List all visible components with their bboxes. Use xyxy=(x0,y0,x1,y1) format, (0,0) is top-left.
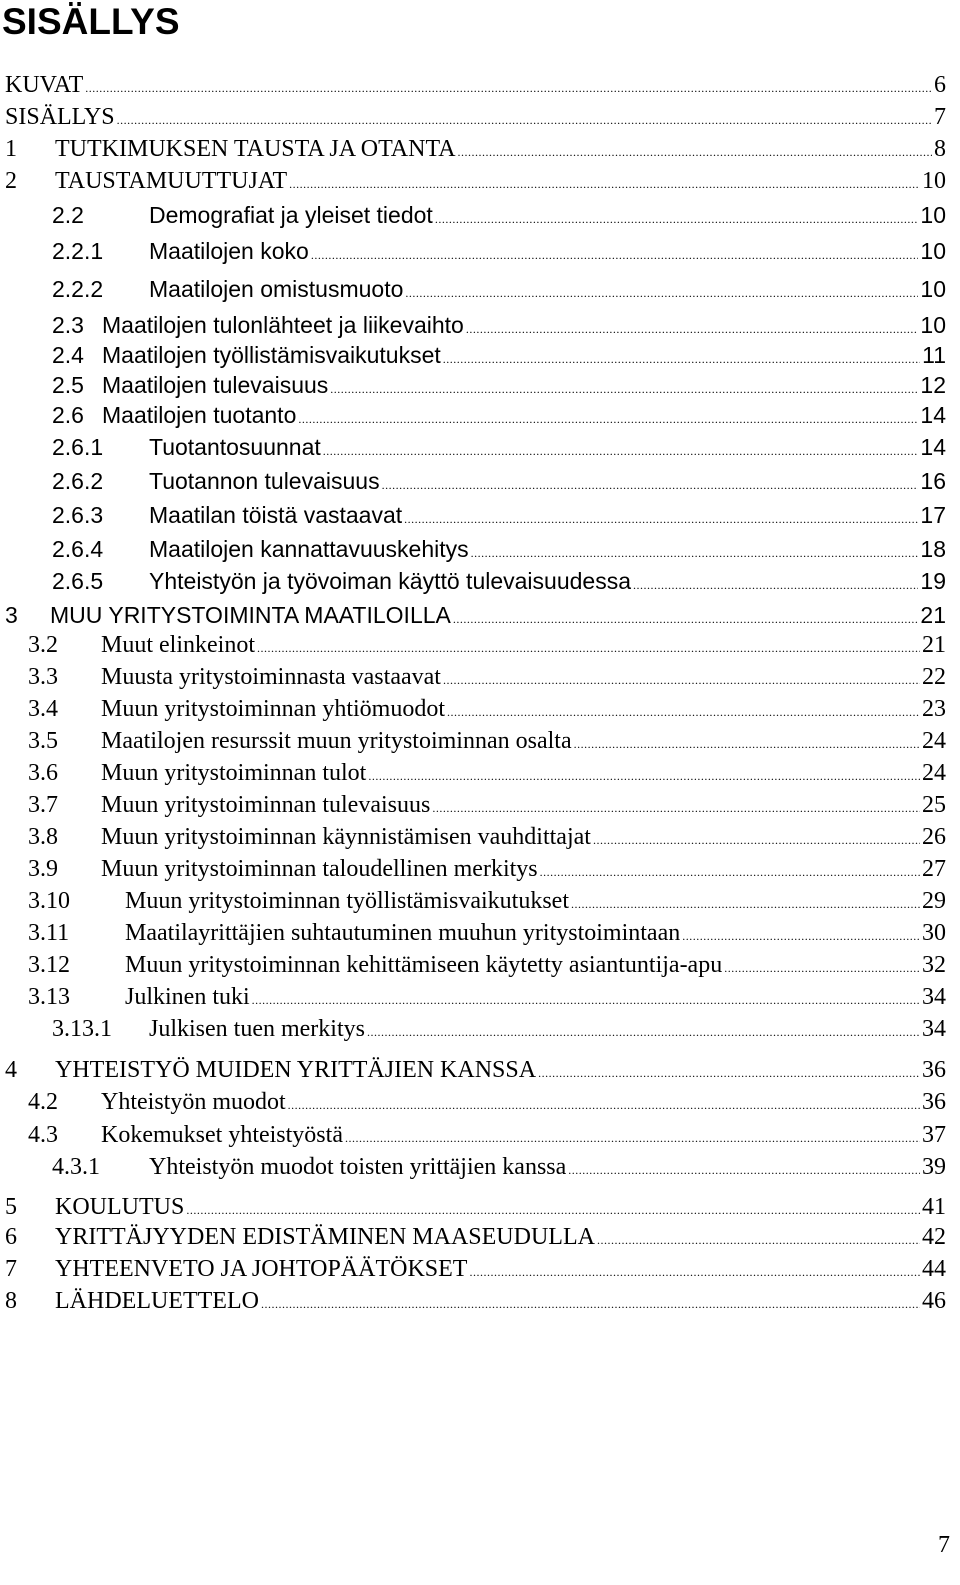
toc-entry-page: 29 xyxy=(922,888,946,914)
dot-leader xyxy=(597,1225,920,1255)
toc-entry-page: 11 xyxy=(922,342,946,368)
toc-entry[interactable] xyxy=(28,726,946,756)
toc-entry-page: 24 xyxy=(922,728,946,754)
dot-leader xyxy=(117,105,932,135)
toc-entry[interactable] xyxy=(52,1152,946,1182)
toc-entry-page: 39 xyxy=(922,1154,946,1180)
toc-entry[interactable] xyxy=(5,70,946,100)
toc-entry-number: 4 xyxy=(5,1057,17,1083)
dot-leader xyxy=(682,921,920,951)
toc-entry-number: 3.13.1 xyxy=(52,1016,112,1042)
toc-entry-page: 17 xyxy=(920,502,946,528)
toc-entry-page: 18 xyxy=(920,536,946,562)
toc-entry-page: 32 xyxy=(922,952,946,978)
dot-leader xyxy=(574,729,920,759)
toc-entry-page: 21 xyxy=(920,602,946,628)
toc-entry-title: SISÄLLYS xyxy=(5,104,115,130)
toc-entry-page: 19 xyxy=(920,568,946,594)
toc-entry[interactable] xyxy=(52,370,946,400)
toc-entry[interactable] xyxy=(28,950,946,980)
toc-entry-title: Maatilojen omistusmuoto xyxy=(149,276,404,302)
dot-leader xyxy=(471,538,919,568)
dot-leader xyxy=(447,697,920,727)
dot-leader xyxy=(85,73,932,103)
dot-leader xyxy=(724,953,920,983)
toc-entry-title: Maatilan töistä vastaavat xyxy=(149,502,403,528)
toc-entry[interactable] xyxy=(28,790,946,820)
toc-entry-number: 3.5 xyxy=(28,728,58,754)
dot-leader xyxy=(443,665,920,695)
toc-entry-page: 12 xyxy=(920,372,946,398)
dot-leader xyxy=(323,436,919,466)
dot-leader xyxy=(382,470,919,500)
toc-entry-number: 2.6.4 xyxy=(52,536,104,562)
toc-entry-page: 10 xyxy=(920,238,946,264)
toc-entry[interactable] xyxy=(52,400,946,430)
toc-entry-page: 34 xyxy=(922,984,946,1010)
toc-entry-title: YHTEENVETO JA JOHTOPÄÄTÖKSET xyxy=(55,1256,468,1282)
toc-entry-number: 3.8 xyxy=(28,824,58,850)
toc-entry-title: YRITTÄJYYDEN EDISTÄMINEN MAASEUDULLA xyxy=(55,1224,595,1250)
toc-entry-title: YHTEISTYÖ MUIDEN YRITTÄJIEN KANSSA xyxy=(55,1057,537,1083)
dot-leader xyxy=(368,761,920,791)
toc-entry-page: 10 xyxy=(922,168,946,194)
dot-leader xyxy=(404,504,918,534)
toc-entry-page: 36 xyxy=(922,1057,946,1083)
toc-entry-number: 3.6 xyxy=(28,760,58,786)
toc-entry-page: 30 xyxy=(922,920,946,946)
toc-entry[interactable] xyxy=(52,274,946,304)
toc-entry-title: Muut elinkeinot xyxy=(101,632,255,658)
toc-entry[interactable] xyxy=(28,758,946,788)
toc-entry-number: 3.13 xyxy=(28,984,70,1010)
page-number: 7 xyxy=(938,1532,950,1558)
toc-entry-number: 3.10 xyxy=(28,888,70,914)
dot-leader xyxy=(633,570,918,600)
toc-entry-title: Yhteistyön muodot toisten yrittäjien kanssa xyxy=(149,1154,567,1180)
toc-entry[interactable] xyxy=(52,466,946,496)
toc-entry-number: 2.5 xyxy=(52,372,84,398)
dot-leader xyxy=(432,793,920,823)
toc-entry-title: Yhteistyön muodot xyxy=(101,1089,286,1115)
toc-entry-number: 2.4 xyxy=(52,342,84,368)
dot-leader xyxy=(345,1123,920,1153)
toc-entry-number: 7 xyxy=(5,1256,17,1282)
toc-entry[interactable] xyxy=(28,854,946,884)
toc-entry-number: 4.3.1 xyxy=(52,1154,100,1180)
toc-entry-title: Maatilojen tuotanto xyxy=(102,402,297,428)
dot-leader xyxy=(289,169,920,199)
toc-entry-number: 6 xyxy=(5,1224,17,1250)
dot-leader xyxy=(257,633,920,663)
toc-entry[interactable] xyxy=(52,566,946,596)
toc-entry[interactable] xyxy=(28,886,946,916)
toc-entry-title: Muun yritystoiminnan yhtiömuodot xyxy=(101,696,446,722)
toc-entry-number: 3.3 xyxy=(28,664,58,690)
toc-entry-number: 2.6.5 xyxy=(52,568,104,594)
toc-entry-title: Maatilojen koko xyxy=(149,238,309,264)
toc-entry[interactable] xyxy=(52,432,946,462)
toc-entry-page: 26 xyxy=(922,824,946,850)
toc-entry-number: 8 xyxy=(5,1288,17,1314)
toc-entry-title: TAUSTAMUUTTUJAT xyxy=(55,168,288,194)
toc-entry-title: Tuotantosuunnat xyxy=(149,434,321,460)
toc-entry-title: KOULUTUS xyxy=(55,1194,185,1220)
toc-entry-title: Muun yritystoiminnan käynnistämisen vauhdittajat xyxy=(101,824,591,850)
toc-entry-page: 27 xyxy=(922,856,946,882)
toc-entry-number: 2.2.1 xyxy=(52,238,104,264)
toc-entry[interactable] xyxy=(28,822,946,852)
dot-leader xyxy=(298,404,918,434)
toc-entry[interactable] xyxy=(52,534,946,564)
toc-entry-number: 2.6.2 xyxy=(52,468,104,494)
toc-entry-page: 14 xyxy=(920,402,946,428)
toc-entry-title: MUU YRITYSTOIMINTA MAATILOILLA xyxy=(50,602,451,628)
dot-leader xyxy=(540,857,920,887)
toc-entry[interactable] xyxy=(5,1222,946,1252)
dot-leader xyxy=(311,240,919,270)
toc-entry[interactable] xyxy=(28,1087,946,1117)
toc-entry[interactable] xyxy=(5,600,946,630)
toc-entry-title: Muun yritystoiminnan kehittämiseen käytetty asiantuntija-apu xyxy=(125,952,723,978)
page-title: SISÄLLYS xyxy=(2,1,180,42)
toc-entry-number: 3.2 xyxy=(28,632,58,658)
toc-entry-number: 3.4 xyxy=(28,696,58,722)
toc-entry-number: 3.9 xyxy=(28,856,58,882)
toc-entry-page: 23 xyxy=(922,696,946,722)
toc-entry[interactable] xyxy=(5,1055,946,1085)
toc-entry-title: Maatilojen kannattavuuskehitys xyxy=(149,536,469,562)
toc-entry-title: Yhteistyön ja työvoiman käyttö tulevaisuudessa xyxy=(149,568,631,594)
toc-entry[interactable] xyxy=(5,1254,946,1284)
toc-entry-number: 2 xyxy=(5,168,17,194)
toc-entry-page: 25 xyxy=(922,792,946,818)
toc-entry-number: 3.11 xyxy=(28,920,70,946)
toc-entry-page: 22 xyxy=(922,664,946,690)
dot-leader xyxy=(469,1257,920,1287)
toc-entry-title: Julkinen tuki xyxy=(125,984,250,1010)
toc-entry-number: 3.12 xyxy=(28,952,70,978)
toc-entry-title: Muun yritystoiminnan työllistämisvaikutukset xyxy=(125,888,569,914)
toc-entry-page: 10 xyxy=(920,312,946,338)
toc-entry-title: KUVAT xyxy=(5,72,84,98)
toc-entry-page: 42 xyxy=(922,1224,946,1250)
toc-entry-number: 5 xyxy=(5,1194,17,1220)
toc-entry-page: 8 xyxy=(934,136,946,162)
toc-entry-title: Maatilojen resurssit muun yritystoiminnan osalta xyxy=(101,728,572,754)
toc-entry[interactable] xyxy=(52,1014,946,1044)
toc-entry-title: LÄHDELUETTELO xyxy=(55,1288,259,1314)
dot-leader xyxy=(538,1058,920,1088)
toc-entry[interactable] xyxy=(52,500,946,530)
toc-entry-title: Julkisen tuen merkitys xyxy=(149,1016,365,1042)
toc-entry-page: 46 xyxy=(922,1288,946,1314)
toc-entry-title: Muun yritystoiminnan taloudellinen merkitys xyxy=(101,856,538,882)
toc-entry[interactable] xyxy=(52,236,946,266)
toc-entry-title: TUTKIMUKSEN TAUSTA JA OTANTA xyxy=(55,136,456,162)
toc-entry[interactable] xyxy=(52,310,946,340)
toc-entry-number: 2.6.3 xyxy=(52,502,104,528)
toc-entry-title: Maatilayrittäjien suhtautuminen muuhun yritystoimintaan xyxy=(125,920,681,946)
dot-leader xyxy=(571,889,920,919)
toc-entry[interactable] xyxy=(5,102,946,132)
toc-entry-page: 7 xyxy=(934,104,946,130)
toc-entry-page: 34 xyxy=(922,1016,946,1042)
toc-entry-number: 4.3 xyxy=(28,1122,58,1148)
toc-entry[interactable] xyxy=(5,166,946,196)
toc-entry-page: 24 xyxy=(922,760,946,786)
toc-entry-number: 3 xyxy=(5,602,18,628)
toc-entry[interactable] xyxy=(5,134,946,164)
toc-entry-page: 10 xyxy=(920,202,946,228)
toc-entry-page: 10 xyxy=(920,276,946,302)
toc-entry[interactable] xyxy=(52,200,946,230)
toc-entry-page: 37 xyxy=(922,1122,946,1148)
toc-entry-number: 2.6.1 xyxy=(52,434,104,460)
toc-entry-title: Maatilojen tulevaisuus xyxy=(102,372,329,398)
dot-leader xyxy=(435,204,919,234)
toc-entry-page: 44 xyxy=(922,1256,946,1282)
toc-entry[interactable] xyxy=(28,630,946,660)
dot-leader xyxy=(367,1017,920,1047)
toc-entry-number: 2.2.2 xyxy=(52,276,104,302)
toc-entry-number: 2.3 xyxy=(52,312,84,338)
toc-entry[interactable] xyxy=(28,694,946,724)
toc-entry-page: 6 xyxy=(934,72,946,98)
toc-entry-page: 36 xyxy=(922,1089,946,1115)
toc-entry[interactable] xyxy=(28,982,946,1012)
toc-entry-number: 2.6 xyxy=(52,402,84,428)
toc-entry[interactable] xyxy=(5,1286,946,1316)
toc-entry-page: 21 xyxy=(922,632,946,658)
toc-entry-title: Maatilojen tulonlähteet ja liikevaihto xyxy=(102,312,464,338)
toc-entry-title: Muusta yritystoiminnasta vastaavat xyxy=(101,664,441,690)
toc-entry-page: 16 xyxy=(920,468,946,494)
toc-entry-title: Demografiat ja yleiset tiedot xyxy=(149,202,433,228)
toc-entry-title: Tuotannon tulevaisuus xyxy=(149,468,380,494)
dot-leader xyxy=(458,137,932,167)
dot-leader xyxy=(288,1090,920,1120)
toc-entry-title: Maatilojen työllistämisvaikutukset xyxy=(102,342,441,368)
toc-entry[interactable] xyxy=(28,1120,946,1150)
dot-leader xyxy=(261,1289,920,1319)
toc-entry-title: Muun yritystoiminnan tulot xyxy=(101,760,367,786)
toc-entry-number: 3.7 xyxy=(28,792,58,818)
toc-entry-title: Muun yritystoiminnan tulevaisuus xyxy=(101,792,431,818)
toc-entry-number: 4.2 xyxy=(28,1089,58,1115)
toc-entry-page: 41 xyxy=(922,1194,946,1220)
dot-leader xyxy=(568,1155,920,1185)
toc-entry[interactable] xyxy=(28,918,946,948)
toc-entry-page: 14 xyxy=(920,434,946,460)
toc-entry-title: Kokemukset yhteistyöstä xyxy=(101,1122,343,1148)
dot-leader xyxy=(186,1195,920,1225)
toc-entry[interactable] xyxy=(28,662,946,692)
dot-leader xyxy=(593,825,920,855)
toc-entry-number: 1 xyxy=(5,136,17,162)
dot-leader xyxy=(252,985,920,1015)
dot-leader xyxy=(405,278,918,308)
toc-entry[interactable] xyxy=(52,340,946,370)
toc-entry[interactable] xyxy=(5,1192,946,1222)
toc-entry-number: 2.2 xyxy=(52,202,84,228)
